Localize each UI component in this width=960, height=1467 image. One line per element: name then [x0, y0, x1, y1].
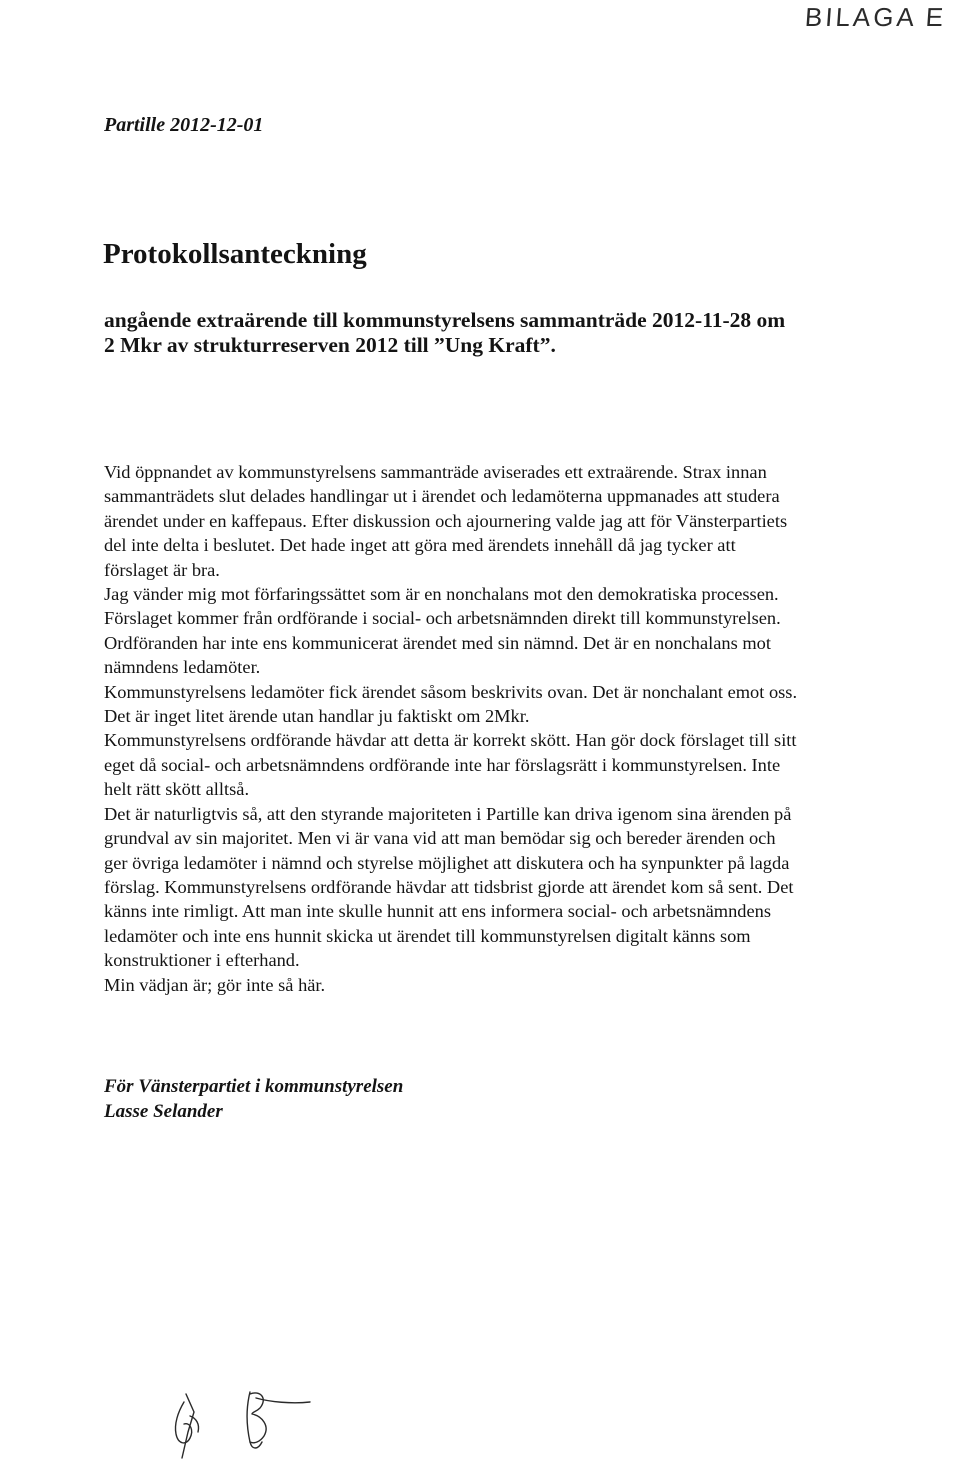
signature-party: För Vänsterpartiet i kommunstyrelsen [104, 1076, 404, 1097]
body-line: Kommunstyrelsens ledamöter fick ärendet såsom beskrivits ovan. Det är nonchalant emot oss. [104, 681, 798, 702]
body-line: Jag vänder mig mot förfaringssättet som är en nonchalans mot den demokratiska processen. [104, 584, 779, 605]
body-line: sammanträdets slut delades handlingar ut i ärendet och ledamöterna uppmanades att studera [104, 486, 780, 507]
body-line: Det är inget litet ärende utan handlar ju faktiskt om 2Mkr. [104, 706, 530, 727]
subtitle-line: angående extraärende till kommunstyrelsens sammanträde 2012-11-28 om [104, 308, 786, 332]
body-line: Kommunstyrelsens ordförande hävdar att detta är korrekt skött. Han gör dock förslaget till sitt [104, 730, 797, 751]
body-line: Min vädjan är; gör inte så här. [104, 974, 326, 995]
signature-block [104, 1074, 403, 1124]
document-title: Protokollsanteckning [103, 238, 367, 270]
body-line: förslag. Kommunstyrelsens ordförande hävdar att tidsbrist gjorde att ärendet kom så sent. Det [104, 876, 794, 897]
body-line: Vid öppnandet av kommunstyrelsens sammanträde aviserades ett extraärende. Strax innan [104, 462, 767, 482]
document-subtitle [104, 308, 924, 358]
attachment-stamp: BILAGA E [803, 2, 948, 32]
body-line: ärendet under en kaffepaus. Efter diskussion och ajournering valde jag att för Vänsterpartiets [104, 510, 788, 531]
body-line: känns inte rimligt. Att man inte skulle hunnit att ens informera social- och arbetsnämndens [104, 901, 772, 922]
body-line: del inte delta i beslutet. Det hade inget att göra med ärendets innehåll då jag tycker att [104, 535, 736, 556]
body-line: nämndens ledamöter. [104, 657, 261, 678]
subtitle-line: 2 Mkr av strukturreserven 2012 till ”Ung Kraft”. [104, 333, 556, 357]
body-line: grundval av sin majoritet. Men vi är vana vid att man bemödar sig och bereder ärenden och [104, 828, 776, 849]
body-line: Förslaget kommer från ordförande i social- och arbetsnämnden direkt till kommunstyrelsen. [104, 608, 781, 629]
place-date-line: Partille 2012-12-01 [104, 114, 264, 136]
body-line: Ordföranden har inte ens kommunicerat ärendet med sin nämnd. Det är en nonchalans mot [104, 632, 771, 653]
signature-name: Lasse Selander [104, 1101, 223, 1122]
handwritten-initials [160, 1372, 320, 1462]
body-line: eget då social- och arbetsnämndens ordförande inte har förslagsrätt i kommunstyrelsen. Inte [104, 754, 781, 775]
body-line: ledamöter och inte ens hunnit skicka ut ärendet till kommunstyrelsen digitalt känns som [104, 925, 751, 946]
body-line: konstruktioner i efterhand. [104, 950, 300, 971]
body-line: förslaget är bra. [104, 559, 220, 580]
body-line: ger övriga ledamöter i nämnd och styrelse möjlighet att diskutera och ha synpunkter på lagda [104, 852, 790, 873]
body-text [104, 460, 904, 997]
body-line: Det är naturligtvis så, att den styrande majoriteten i Partille kan driva igenom sina ärenden på [104, 803, 792, 824]
body-line: helt rätt skött alltså. [104, 779, 250, 800]
